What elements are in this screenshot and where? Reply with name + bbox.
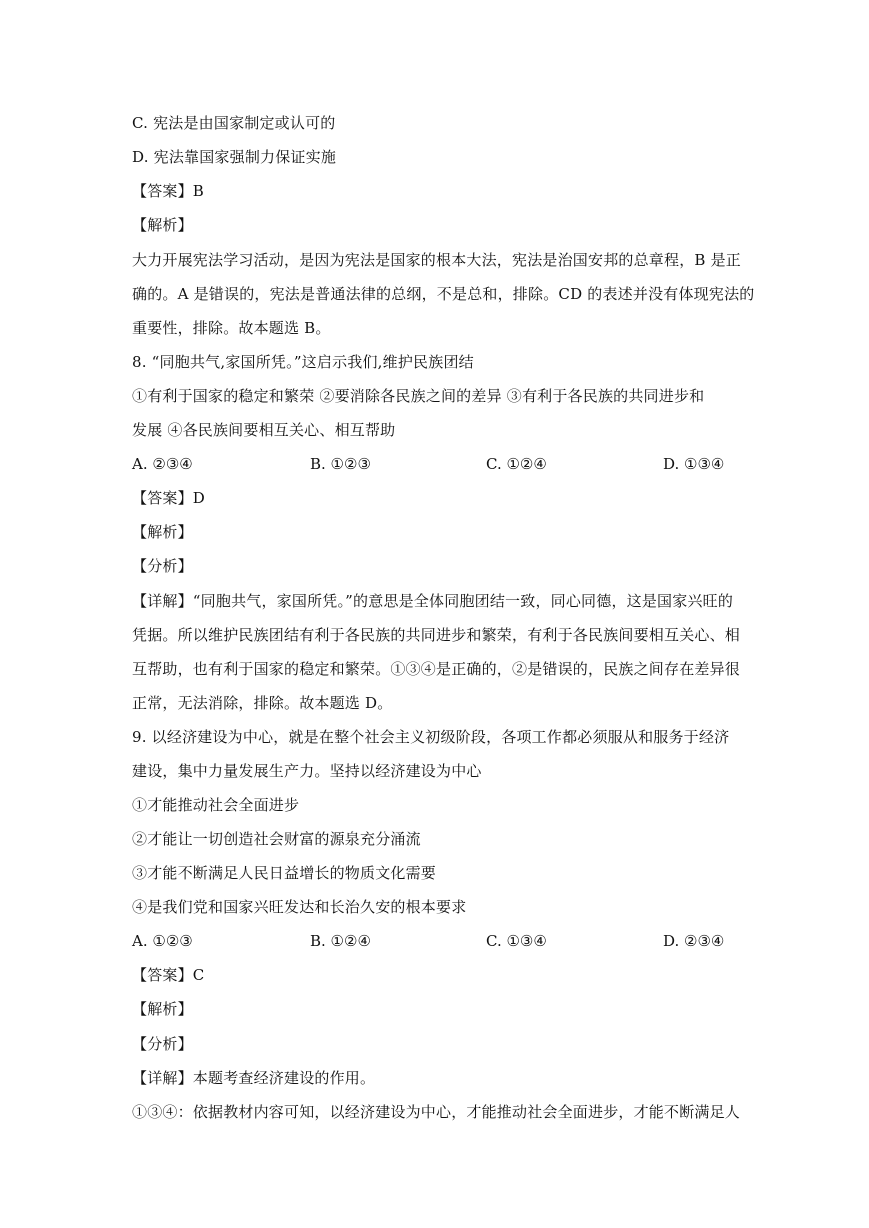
q8-analysis-label: 【解析】 bbox=[132, 523, 193, 541]
q8-stem: 8. “同胞共气,家国所凭。”这启示我们,维护民族团结 bbox=[132, 353, 474, 371]
q9-statement: ④是我们党和国家兴旺发达和长治久安的根本要求 bbox=[132, 898, 467, 916]
q9-detail-line: 【详解】本题考查经济建设的作用。 bbox=[132, 1069, 376, 1087]
q8-option-d: D. ①③④ bbox=[663, 455, 725, 473]
q9-analysis-label: 【解析】 bbox=[132, 1000, 193, 1018]
q8-detail-line: 【详解】“同胞共气，家国所凭。”的意思是全体同胞团结一致，同心同德，这是国家兴旺的 bbox=[132, 592, 734, 610]
q7-analysis-label: 【解析】 bbox=[132, 216, 193, 234]
q9-option-d: D. ②③④ bbox=[663, 932, 725, 950]
q8-option-c: C. ①②④ bbox=[486, 455, 547, 473]
q9-stem-line: 建设，集中力量发展生产力。坚持以经济建设为中心 bbox=[132, 762, 482, 780]
q7-analysis-line: 大力开展宪法学习活动，是因为宪法是国家的根本大法，宪法是治国安邦的总章程，B 是正 bbox=[132, 251, 741, 269]
q9-statement: ①才能推动社会全面进步 bbox=[132, 796, 300, 814]
q9-statement: ③才能不断满足人民日益增长的物质文化需要 bbox=[132, 864, 437, 882]
q8-detail-line: 凭据。所以维护民族团结有利于各民族的共同进步和繁荣，有利于各民族间要相互关心、相 bbox=[132, 626, 741, 644]
q9-option-b: B. ①②④ bbox=[310, 932, 371, 950]
q8-detail-line: 正常，无法消除，排除。故本题选 D。 bbox=[132, 694, 393, 712]
q7-option-c: C. 宪法是由国家制定或认可的 bbox=[132, 114, 336, 132]
q8-detail-line: 互帮助，也有利于国家的稳定和繁荣。①③④是正确的，②是错误的，民族之间存在差异很 bbox=[132, 660, 741, 678]
q9-option-c: C. ①③④ bbox=[486, 932, 547, 950]
q7-analysis-line: 重要性，排除。故本题选 B。 bbox=[132, 319, 331, 337]
q8-statements-line: 发展 ④各民族间要相互关心、相互帮助 bbox=[132, 421, 396, 439]
q7-analysis-line: 确的。A 是错误的，宪法是普通法律的总纲，不是总和，排除。CD 的表述并没有体现宪法的 bbox=[132, 285, 755, 303]
q8-statements-line: ①有利于国家的稳定和繁荣 ②要消除各民族之间的差异 ③有利于各民族的共同进步和 bbox=[132, 387, 705, 405]
q7-option-d: D. 宪法靠国家强制力保证实施 bbox=[132, 148, 337, 166]
q9-fenxi-label: 【分析】 bbox=[132, 1035, 193, 1053]
q7-answer: 【答案】B bbox=[132, 182, 205, 200]
q8-option-a: A. ②③④ bbox=[132, 455, 193, 473]
q9-detail-line: ①③④：依据教材内容可知，以经济建设为中心，才能推动社会全面进步，才能不断满足人 bbox=[132, 1103, 741, 1121]
q9-answer: 【答案】C bbox=[132, 966, 205, 984]
q9-statement: ②才能让一切创造社会财富的源泉充分涌流 bbox=[132, 830, 421, 848]
q9-stem-line: 9. 以经济建设为中心，就是在整个社会主义初级阶段，各项工作都必须服从和服务于经济 bbox=[132, 728, 730, 746]
q8-option-b: B. ①②③ bbox=[310, 455, 371, 473]
q8-fenxi-label: 【分析】 bbox=[132, 557, 193, 575]
q8-answer: 【答案】D bbox=[132, 489, 206, 507]
q9-option-a: A. ①②③ bbox=[132, 932, 193, 950]
